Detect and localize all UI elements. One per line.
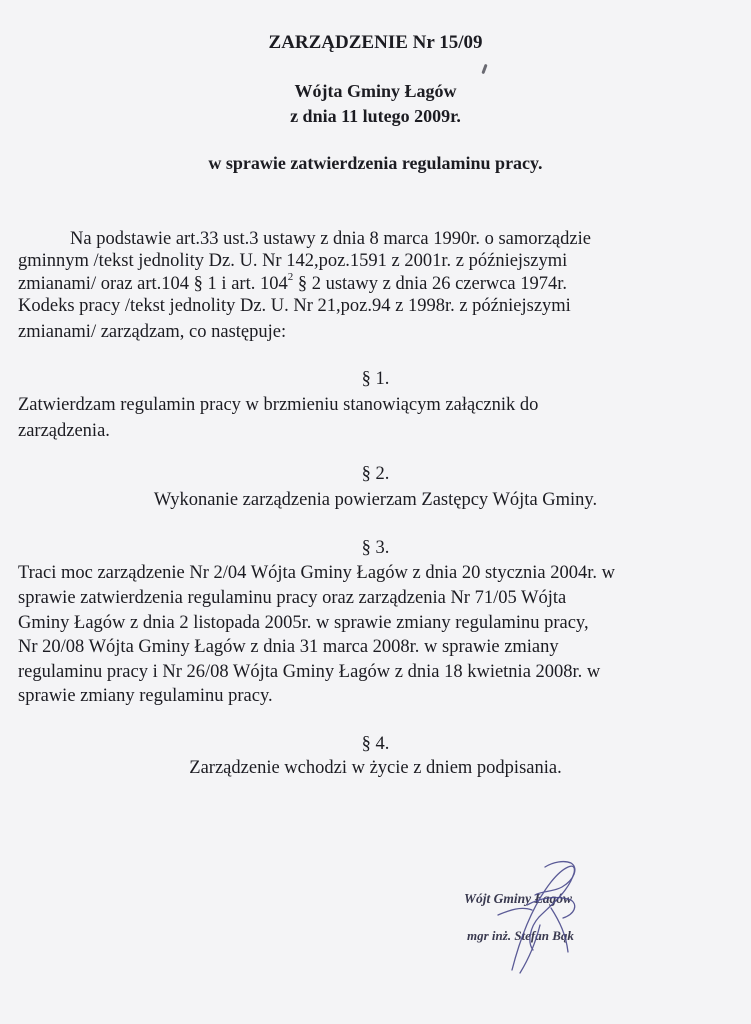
section-line: sprawie zatwierdzenia regulaminu pracy oraz zarządzenia Nr 71/05 Wójta [18,588,567,608]
section-heading: § 4. [361,734,390,754]
subject-line: w sprawie zatwierdzenia regulaminu pracy. [208,153,543,173]
preamble-line: Kodeks pracy /tekst jednolity Dz. U. Nr 21,poz.94 z 1998r. z późniejszymi [18,296,571,316]
stamp-name: mgr inż. Stefan Bąk [467,928,574,943]
preamble-line: zmianami/ zarządzam, co następuje: [18,322,287,342]
issuer-line: Wójta Gminy Łagów [294,81,457,101]
section-line: regulaminu pracy i Nr 26/08 Wójta Gminy Łagów z dnia 18 kwietnia 2008r. w [18,662,601,682]
preamble-line: gminnym /tekst jednolity Dz. U. Nr 142,poz.1591 z 2001r. z późniejszymi [18,251,568,271]
section-line: Wykonanie zarządzenia powierzam Zastępcy Wójta Gminy. [153,490,598,510]
section-line: Gminy Łagów z dnia 2 listopada 2005r. w sprawie zmiany regulaminu pracy, [18,613,589,633]
section-line: Zarządzenie wchodzi w życie z dniem podpisania. [189,758,562,778]
section-heading: § 3. [361,538,390,558]
section-line: zarządzenia. [18,421,110,441]
date-line: z dnia 11 lutego 2009r. [290,106,461,126]
section-heading: § 2. [361,464,390,484]
preamble-text: § 2 ustawy z dnia 26 czerwca 1974r. [293,274,568,294]
superscript: 2 [287,270,294,283]
stamp-title: Wójt Gminy Łagów [464,891,573,906]
preamble-text: zmianami/ oraz art.104 § 1 i art. 104 [18,274,288,294]
section-line: Zatwierdzam regulamin pracy w brzmieniu stanowiącym załącznik do [18,395,539,415]
document-title: ZARZĄDZENIE Nr 15/09 [268,32,483,53]
section-line: Traci moc zarządzenie Nr 2/04 Wójta Gminy Łagów z dnia 20 stycznia 2004r. w [18,563,615,583]
section-line: sprawie zmiany regulaminu pracy. [18,686,273,706]
section-line: Nr 20/08 Wójta Gminy Łagów z dnia 31 marca 2008r. w sprawie zmiany [18,637,559,657]
preamble-line: Na podstawie art.33 ust.3 ustawy z dnia 8 marca 1990r. o samorządzie [70,229,591,249]
preamble-line [18,270,568,295]
scan-speck [481,64,487,74]
section-heading: § 1. [361,369,390,389]
